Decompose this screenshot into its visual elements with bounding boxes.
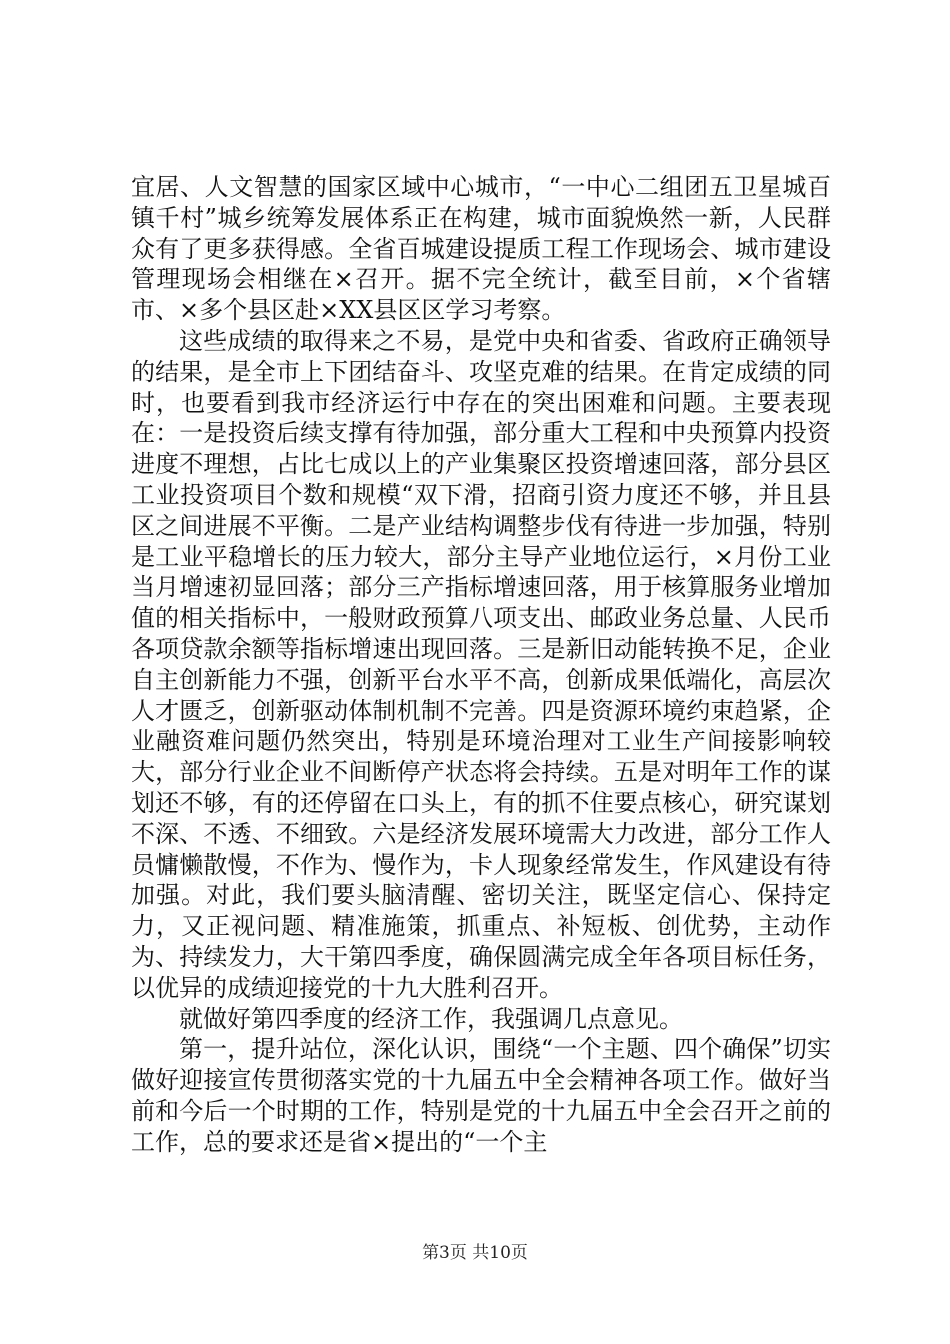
page-number-footer: 第3页 共10页	[422, 1243, 528, 1263]
paragraph-continuation: 宜居、人文智慧的国家区域中心城市，“一中心二组团五卫星城百镇千村”城乡统筹发展体系正在构建，城市面貌焕然一新，人民群众有了更多获得感。全省百城建设提质工程工作现场会、城市建设管理现场会相继在×召开。据不完全统计，截至目前，×个省辖市、×多个县区赴×XX县区区学习考察。	[131, 173, 831, 325]
paragraph-first-point: 第一，提升站位，深化认识，围绕“一个主题、四个确保”切实做好迎接宣传贯彻落实党的十九届五中全会精神各项工作。做好当前和今后一个时期的工作，特别是党的十九届五中全会召开之前的工作，总的要求还是省×提出的“一个主	[131, 1035, 831, 1156]
paragraph-intro-opinions: 就做好第四季度的经济工作，我强调几点意见。	[179, 1004, 683, 1033]
document-body	[131, 172, 831, 1158]
paragraph-problems: 这些成绩的取得来之不易，是党中央和省委、省政府正确领导的结果，是全市上下团结奋斗、攻坚克难的结果。在肯定成绩的同时，也要看到我市经济运行中存在的突出困难和问题。主要表现在：一是投资后续支撑有待加强，部分重大工程和中央预算内投资进度不理想，占比七成以上的产业集聚区投资增速回落，部分县区工业投资项目个数和规模“双下滑，招商引资力度还不够，并且县区之间进展不平衡。二是产业结构调整步伐有待进一步加强，特别是工业平稳增长的压力较大，部分主导产业地位运行，×月份工业当月增速初显回落；部分三产指标增速回落，用于核算服务业增加值的相关指标中，一般财政预算八项支出、邮政业务总量、人民币各项贷款余额等指标增速出现回落。三是新旧动能转换不足，企业自主创新能力不强，创新平台水平不高，创新成果低端化，高层次人才匮乏，创新驱动体制机制不完善。四是资源环境约束趋紧，企业融资难问题仍然突出，特别是环境治理对工业生产间接影响较大，部分行业企业不间断停产状态将会持续。五是对明年工作的谋划还不够，有的还停留在口头上，有的抓不住要点核心，研究谋划不深、不透、不细致。六是经济发展环境需大力改进，部分工作人员慵懒散慢，不作为、慢作为，卡人现象经常发生，作风建设有待加强。对此，我们要头脑清醒、密切关注，既坚定信心、保持定力，又正视问题、精准施策，抓重点、补短板、创优势，主动作为、持续发力，大干第四季度，确保圆满完成全年各项目标任务，以优异的成绩迎接党的十九大胜利召开。	[131, 326, 831, 1002]
